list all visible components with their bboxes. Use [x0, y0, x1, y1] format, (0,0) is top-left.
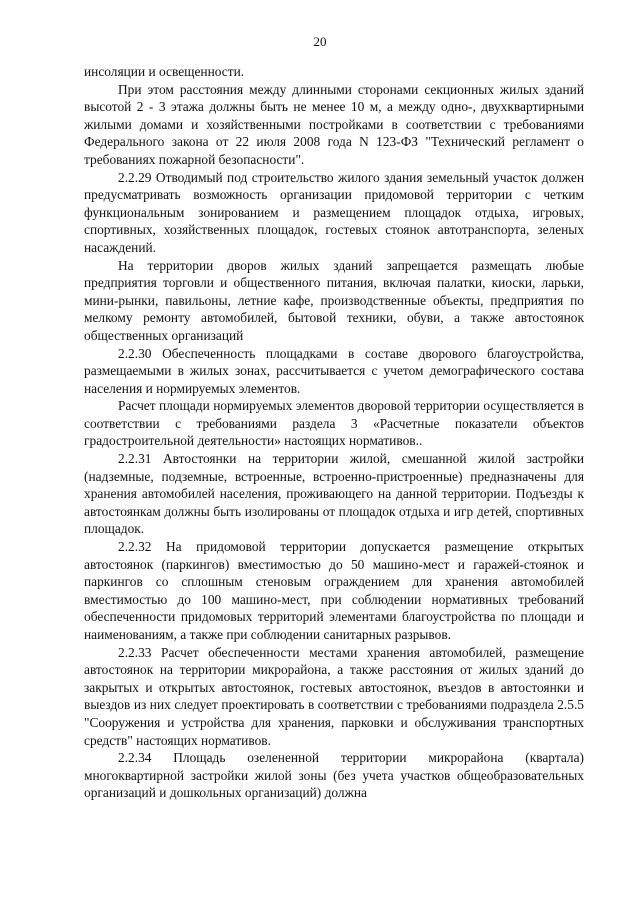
paragraph-distances: При этом расстояния между длинными сторонами секционных жилых зданий высотой 2 - 3 этажа должны быть не менее 10 м, а между одно-, двухквартирными жилыми домами и хозяйственными постройками в соответствии с требованиями Федерального закона от 22 июля 2008 года N 123-ФЗ "Технический регламент о требованиях пожарной безопасности". [84, 81, 584, 167]
paragraph-2-2-33: 2.2.33 Расчет обеспеченности местами хранения автомобилей, размещение автостоянок на территории микрорайона, а также расстояния от жилых зданий до закрытых и открытых автостоянок, гостевых автостоянок, въездов в автостоянки и выездов из них следует проектировать в соответствии с требованиями подраздела 2.5.5 "Сооружения и устройства для хранения, парковки и обслуживания транспортных средств" настоящих нормативов. [84, 644, 584, 748]
paragraph-continuation: инсоляции и освещенности. [84, 64, 245, 79]
document-body [84, 63, 584, 802]
paragraph-2-2-29: 2.2.29 Отводимый под строительство жилого здания земельный участок должен предусматривать возможность организации придомовой территории с четким функциональным зонированием и размещением площадок отдыха, игровых, спортивных, хозяйственных площадок, гостевых стоянок автотранспорта, зеленых насаждений. [84, 169, 584, 255]
paragraph-2-2-30: 2.2.30 Обеспеченность площадками в составе дворового благоустройства, размещаемыми в жилых зонах, рассчитывается с учетом демографического состава населения и нормируемых элементов. [84, 345, 584, 396]
paragraph-2-2-31: 2.2.31 Автостоянки на территории жилой, смешанной жилой застройки (надземные, подземные, встроенные, встроенно-пристроенные) предназначены для хранения автомобилей населения, проживающего на данной территории. Подъезды к автостоянкам должны быть изолированы от площадок отдыха и игр детей, спортивных площадок. [84, 451, 584, 537]
paragraph-2-2-34: 2.2.34 Площадь озелененной территории микрорайона (квартала) многоквартирной застройки жилой зоны (без учета участков общеобразовательных организаций и дошкольных организаций) должна [84, 750, 584, 801]
paragraph-2-2-32: 2.2.32 На придомовой территории допускается размещение открытых автостоянок (паркингов) вместимостью до 50 машино-мест и гаражей-стоянок и паркингов со сплошным стеновым ограждением для хранения автомобилей вместимостью до 100 машино-мест, при соблюдении нормативных требований обеспеченности придомовых территорий элементами благоустройства по площади и наименованиям, а также при соблюдении санитарных разрывов. [84, 539, 584, 642]
page-number: 20 [313, 34, 327, 49]
paragraph-calculation: Расчет площади нормируемых элементов дворовой территории осуществляется в соответствии с требованиями раздела 3 «Расчетные показатели объектов градостроительной деятельности» настоящих нормативов.. [84, 398, 584, 449]
paragraph-prohibited-uses: На территории дворов жилых зданий запрещается размещать любые предприятия торговли и общественного питания, включая палатки, киоски, ларьки, мини-рынки, павильоны, летние кафе, производственные объекты, предприятия по мелкому ремонту автомобилей, бытовой техники, обуви, а также автостоянок общественных организаций [84, 257, 584, 343]
